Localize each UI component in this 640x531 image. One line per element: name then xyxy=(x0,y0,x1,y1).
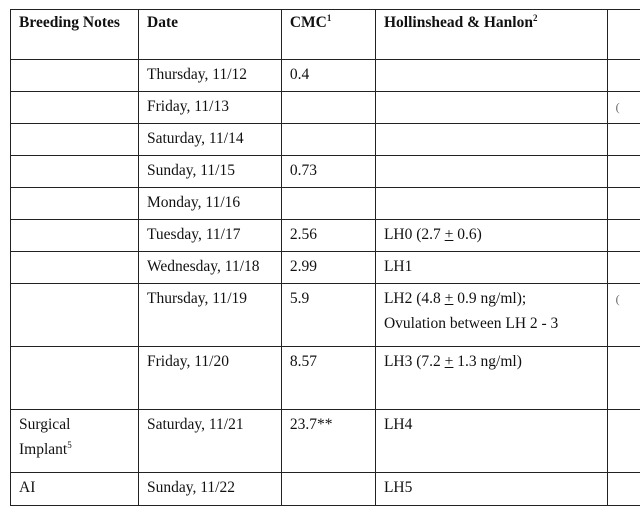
cell-cmc: 23.7** xyxy=(281,410,375,473)
cell-hh xyxy=(375,156,607,188)
hh-text: 0.6) xyxy=(453,226,482,243)
cell-notes xyxy=(11,220,139,252)
header-cmc-label: CMC xyxy=(289,14,327,31)
hh-text: LH0 (2.7 xyxy=(383,226,445,243)
ovulation-note: Ovulation between LH 2 - 3 xyxy=(383,314,559,332)
cell-date: Tuesday, 11/17 xyxy=(139,220,282,252)
cell-hh xyxy=(375,347,607,410)
cell-hh: LH4 xyxy=(375,410,607,473)
cell-extra xyxy=(607,188,640,220)
cell-notes xyxy=(11,284,139,347)
cell-hh xyxy=(375,284,607,347)
plus-minus-glyph: + xyxy=(444,353,454,370)
edge-glyph: ( xyxy=(615,292,620,306)
table-row xyxy=(11,252,640,284)
header-hollinshead-hanlon xyxy=(375,10,607,60)
cell-cmc: 2.56 xyxy=(281,220,375,252)
table-row xyxy=(11,410,640,473)
cell-cmc xyxy=(281,124,375,156)
notes-footnote: 5 xyxy=(67,439,72,450)
table-row xyxy=(11,284,640,347)
cell-cmc: 8.57 xyxy=(281,347,375,410)
cell-cmc: 0.4 xyxy=(281,60,375,92)
hh-text: LH3 (7.2 xyxy=(383,353,445,370)
cell-notes xyxy=(11,60,139,92)
cell-notes xyxy=(11,410,139,473)
table-row xyxy=(11,473,640,506)
table-header-row xyxy=(11,10,640,60)
cell-extra xyxy=(607,60,640,92)
table-row xyxy=(11,92,640,124)
cell-cmc: 2.99 xyxy=(281,252,375,284)
cell-cmc: 0.73 xyxy=(281,156,375,188)
cell-date: Wednesday, 11/18 xyxy=(139,252,282,284)
hh-text: 1.3 ng/ml) xyxy=(453,353,522,370)
header-breeding-notes: Breeding Notes xyxy=(11,10,139,60)
header-cmc-footnote: 1 xyxy=(326,12,332,23)
cell-extra xyxy=(607,284,640,347)
cell-notes xyxy=(11,347,139,410)
table-row xyxy=(11,124,640,156)
cell-notes xyxy=(11,124,139,156)
table-row xyxy=(11,60,640,92)
cell-notes xyxy=(11,156,139,188)
cell-cmc xyxy=(281,188,375,220)
table-row xyxy=(11,347,640,410)
header-extra xyxy=(607,10,640,60)
cell-extra xyxy=(607,347,640,410)
hh-text: 0.9 ng/ml); xyxy=(453,290,527,307)
cell-hh xyxy=(375,124,607,156)
cell-notes xyxy=(11,188,139,220)
plus-minus-glyph: + xyxy=(444,290,454,307)
cell-hh xyxy=(375,188,607,220)
header-hh-footnote: 2 xyxy=(532,12,538,23)
header-date: Date xyxy=(139,10,282,60)
cell-date: Sunday, 11/22 xyxy=(139,473,282,506)
hh-text: LH2 (4.8 xyxy=(383,290,445,307)
cell-notes: AI xyxy=(11,473,139,506)
cell-cmc xyxy=(281,92,375,124)
cell-extra xyxy=(607,410,640,473)
cell-hh xyxy=(375,220,607,252)
edge-glyph: ( xyxy=(615,100,620,114)
cell-date: Monday, 11/16 xyxy=(139,188,282,220)
breeding-schedule-table xyxy=(10,9,640,506)
header-hh-label: Hollinshead & Hanlon xyxy=(383,14,533,31)
cell-hh: LH1 xyxy=(375,252,607,284)
cell-date: Thursday, 11/12 xyxy=(139,60,282,92)
cell-extra xyxy=(607,124,640,156)
cell-date: Thursday, 11/19 xyxy=(139,284,282,347)
cell-hh xyxy=(375,60,607,92)
cell-extra xyxy=(607,473,640,506)
table-row xyxy=(11,188,640,220)
cell-date: Sunday, 11/15 xyxy=(139,156,282,188)
hh-line xyxy=(384,287,599,312)
notes-line xyxy=(19,438,130,463)
cell-cmc xyxy=(281,473,375,506)
cell-extra xyxy=(607,220,640,252)
table-row xyxy=(11,156,640,188)
plus-minus-glyph: + xyxy=(444,226,454,243)
cell-cmc: 5.9 xyxy=(281,284,375,347)
cell-notes xyxy=(11,252,139,284)
cell-date: Saturday, 11/14 xyxy=(139,124,282,156)
cell-extra xyxy=(607,156,640,188)
cell-date: Friday, 11/20 xyxy=(139,347,282,410)
cell-extra xyxy=(607,252,640,284)
cell-notes xyxy=(11,92,139,124)
cell-hh xyxy=(375,92,607,124)
notes-text: Implant xyxy=(19,440,68,458)
cell-extra xyxy=(607,92,640,124)
table-row xyxy=(11,220,640,252)
cell-hh: LH5 xyxy=(375,473,607,506)
cell-date: Saturday, 11/21 xyxy=(139,410,282,473)
cell-date: Friday, 11/13 xyxy=(139,92,282,124)
notes-line: Surgical xyxy=(19,416,71,433)
header-cmc xyxy=(281,10,375,60)
